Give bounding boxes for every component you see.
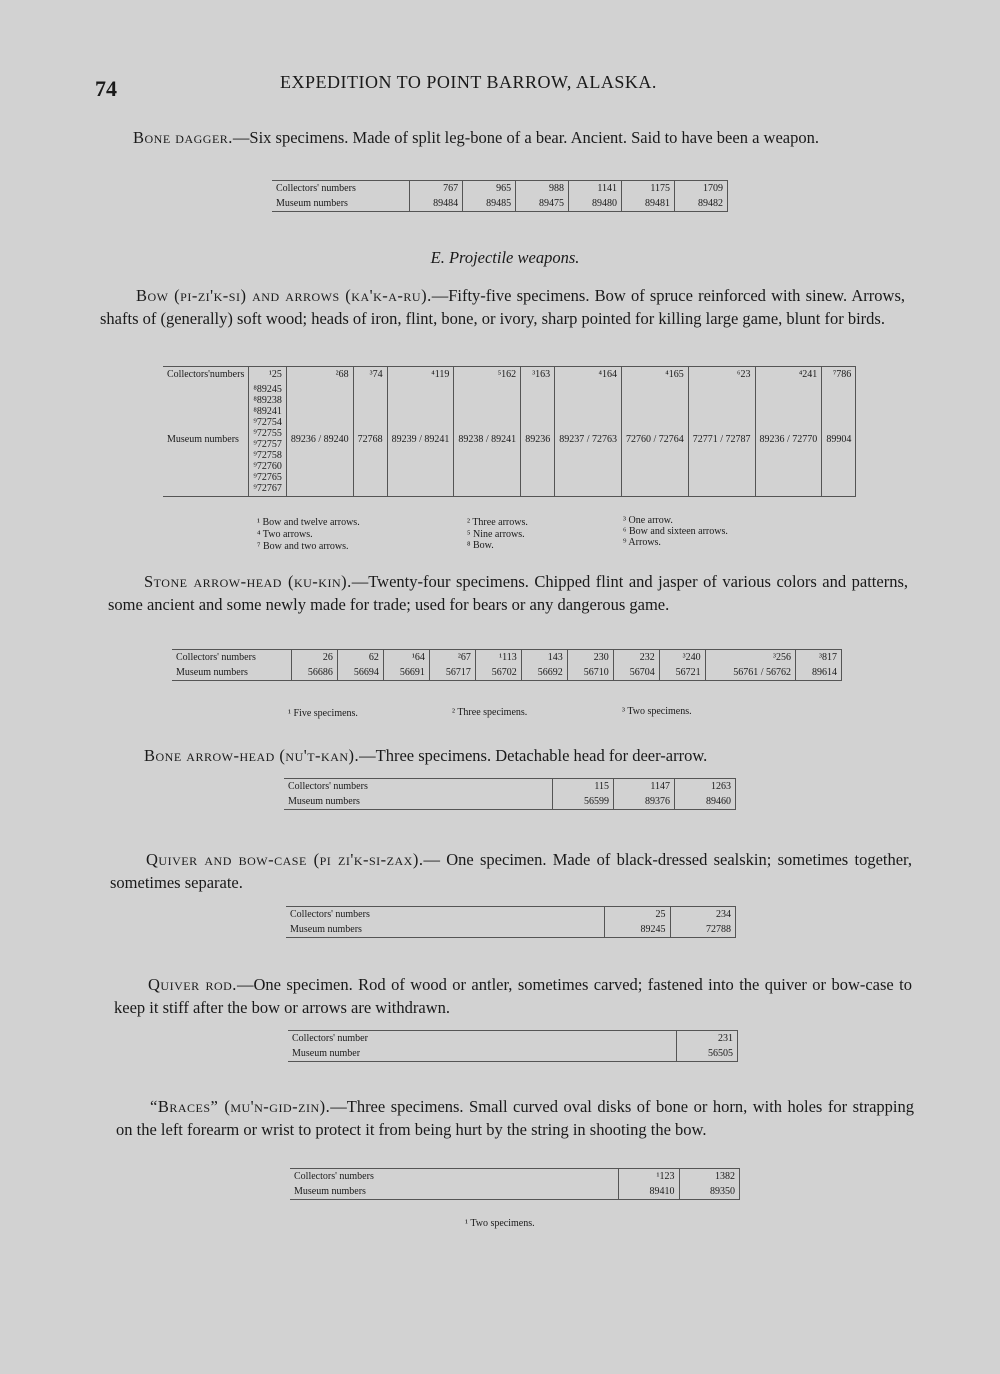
- table-row: [172, 650, 842, 666]
- table-cell: 56717: [429, 665, 475, 681]
- footnote: ⁴ Two arrows.: [257, 529, 313, 540]
- table-row: [286, 922, 736, 938]
- table-row: [288, 1046, 738, 1062]
- table-cell: 89484: [410, 196, 463, 212]
- table-cell: ²68: [286, 367, 353, 383]
- table-cell: 25: [605, 907, 671, 923]
- stack-value: ⁹72760: [253, 461, 282, 472]
- table-cell: 1147: [614, 779, 675, 795]
- quiver-table: [286, 906, 736, 938]
- stack-value: ⁸89245: [253, 384, 282, 395]
- row-label: Collectors' numbers: [294, 1171, 374, 1182]
- table-row: [172, 665, 842, 681]
- row-label: Collectors' numbers: [176, 652, 256, 663]
- table-cell: 89236: [521, 382, 555, 497]
- footnote: ⁶ Bow and sixteen arrows.: [623, 526, 728, 537]
- table-cell: ²67: [429, 650, 475, 666]
- table-cell: ⁴119: [387, 367, 454, 383]
- stack-value: ⁸89241: [253, 406, 282, 417]
- stack-value: ⁸89238: [253, 395, 282, 406]
- bone-arrow-paragraph: [110, 744, 910, 767]
- quiver-rod-heading: Quiver rod.: [148, 975, 237, 994]
- table-row: [286, 907, 736, 923]
- row-label: Museum numbers: [288, 796, 360, 807]
- table-cell: 89238 / 89241: [454, 382, 521, 497]
- table-cell: ³817: [795, 650, 841, 666]
- stone-arrow-table: [172, 649, 842, 681]
- table-cell: 1382: [679, 1169, 740, 1185]
- table-cell: ¹25: [249, 367, 287, 383]
- table-cell: 89410: [619, 1184, 680, 1200]
- stack-value: ⁹72755: [253, 428, 282, 439]
- table-cell: 767: [410, 181, 463, 197]
- footnote: ¹ Five specimens.: [288, 708, 358, 719]
- row-label: Museum numbers: [290, 924, 362, 935]
- footnote: ⁸ Bow.: [467, 540, 494, 551]
- row-label: Collectors' numbers: [288, 781, 368, 792]
- table-cell: 72788: [670, 922, 736, 938]
- row-label: Museum numbers: [276, 198, 348, 209]
- table-cell: 26: [291, 650, 337, 666]
- table-cell: 1709: [674, 181, 727, 197]
- table-cell: ⁴241: [755, 367, 822, 383]
- table-cell: 89614: [795, 665, 841, 681]
- footnote: ¹ Two specimens.: [465, 1218, 535, 1229]
- stone-arrow-paragraph: [108, 570, 908, 616]
- section-heading: E. Projectile weapons.: [430, 248, 580, 267]
- table-cell: 56692: [521, 665, 567, 681]
- stone-arrow-heading: Stone arrow-head (ku-kin).: [144, 572, 352, 591]
- table-cell: 89239 / 89241: [387, 382, 454, 497]
- footnote: ² Three specimens.: [452, 707, 528, 718]
- table-cell: 72768: [353, 382, 387, 497]
- table-row: [290, 1184, 740, 1200]
- quiver-rod-text: —One specimen. Rod of wood or antler, sometimes carved; fastened into the quiver or bow-case to keep it stiff after the bow or arrows are withdrawn.: [114, 975, 912, 1017]
- table-cell: 89350: [679, 1184, 740, 1200]
- table-cell: 89237 / 72763: [555, 382, 622, 497]
- footnote: ¹ Bow and twelve arrows.: [257, 517, 360, 528]
- table-cell: 988: [516, 181, 569, 197]
- table-cell: 89475: [516, 196, 569, 212]
- stack-value: ⁹72767: [253, 483, 282, 494]
- table-cell: 89376: [614, 794, 675, 810]
- table-cell: 89245: [605, 922, 671, 938]
- table-cell: 56710: [567, 665, 613, 681]
- table-row: [163, 382, 856, 497]
- stack-value: ⁹72758: [253, 450, 282, 461]
- table-cell: 56702: [475, 665, 521, 681]
- table-cell: ⁵162: [454, 367, 521, 383]
- stone-arrow-text: —Twenty-four specimens. Chipped flint and jasper of various colors and patterns, some ancient and some newly made for trade; used for bears or any dangerous game.: [108, 572, 908, 614]
- bone-arrow-heading: Bone arrow-head (nu't-kan).: [144, 746, 360, 765]
- table-cell: 89460: [675, 794, 736, 810]
- table-cell: 89236 / 89240: [286, 382, 353, 497]
- braces-table: [290, 1168, 740, 1200]
- bow-arrows-text: —Fifty-five specimens. Bow of spruce reinforced with sinew. Arrows, shafts of (generally) soft wood; heads of iron, flint, bone, or ivory, sharp pointed for killing large game, blunt for birds.: [100, 286, 905, 328]
- quiver-rod-table: [288, 1030, 738, 1062]
- braces-paragraph: [116, 1095, 914, 1141]
- table-cell: 231: [677, 1031, 738, 1047]
- table-cell: 89481: [622, 196, 675, 212]
- row-label: Collectors' numbers: [290, 909, 370, 920]
- braces-heading: “Braces” (mu'n-gid-zin).: [150, 1097, 331, 1116]
- museum-col1-cell: [249, 382, 287, 497]
- table-row: [284, 779, 736, 795]
- stack-value: ⁹72757: [253, 439, 282, 450]
- row-label: Collectors' numbers: [276, 183, 356, 194]
- bow-arrows-paragraph: [100, 284, 905, 330]
- running-title: EXPEDITION TO POINT BARROW, ALASKA.: [280, 72, 657, 92]
- table-cell: ³163: [521, 367, 555, 383]
- table-row: [284, 794, 736, 810]
- table-cell: 72771 / 72787: [688, 382, 755, 497]
- table-cell: 89904: [822, 382, 856, 497]
- footnote: ⁵ Nine arrows.: [467, 529, 525, 540]
- table-cell: 234: [670, 907, 736, 923]
- table-cell: 115: [553, 779, 614, 795]
- table-cell: 56704: [613, 665, 659, 681]
- footnote: ⁷ Bow and two arrows.: [257, 541, 349, 552]
- row-label: Museum number: [292, 1048, 361, 1059]
- bone-dagger-heading: Bone dagger.: [133, 128, 233, 147]
- table-cell: ³74: [353, 367, 387, 383]
- braces-text: —Three specimens. Small curved oval disks of bone or horn, with holes for strapping on the left forearm or wrist to protect it from being hurt by the string in shooting the bow.: [116, 1097, 914, 1139]
- table-cell: 230: [567, 650, 613, 666]
- table-cell: 56761 / 56762: [705, 665, 795, 681]
- table-cell: ¹113: [475, 650, 521, 666]
- quiver-paragraph: [110, 848, 912, 894]
- table-cell: ⁶23: [688, 367, 755, 383]
- quiver-heading: Quiver and bow-case (pi zi'k-si-zax).: [146, 850, 424, 869]
- table-cell: 89482: [674, 196, 727, 212]
- row-label: Museum numbers: [176, 667, 248, 678]
- table-cell: ³240: [659, 650, 705, 666]
- table-row: [272, 181, 728, 197]
- table-cell: 1263: [675, 779, 736, 795]
- table-row: [290, 1169, 740, 1185]
- footnote: ² Three arrows.: [467, 517, 528, 528]
- table-cell: 56691: [383, 665, 429, 681]
- table-cell: ¹64: [383, 650, 429, 666]
- table-row: [163, 367, 856, 383]
- table-cell: 56694: [337, 665, 383, 681]
- table-cell: 1175: [622, 181, 675, 197]
- footnote: ⁹ Arrows.: [623, 537, 661, 548]
- table-cell: 965: [463, 181, 516, 197]
- table-cell: 72760 / 72764: [621, 382, 688, 497]
- table-cell: ¹123: [619, 1169, 680, 1185]
- bone-arrow-table: [284, 778, 736, 810]
- row-label: Collectors' number: [292, 1033, 368, 1044]
- table-cell: ⁴164: [555, 367, 622, 383]
- table-cell: 89485: [463, 196, 516, 212]
- table-cell: 62: [337, 650, 383, 666]
- table-cell: ⁷786: [822, 367, 856, 383]
- table-cell: 56686: [291, 665, 337, 681]
- table-cell: 89480: [569, 196, 622, 212]
- table-cell: 89236 / 72770: [755, 382, 822, 497]
- stack-value: ⁹72754: [253, 417, 282, 428]
- row-label: Museum numbers: [294, 1186, 366, 1197]
- bow-arrows-table: [163, 366, 856, 497]
- page-number: 74: [95, 76, 117, 101]
- table-row: [272, 196, 728, 212]
- bow-arrows-heading: Bow (pi-zi'k-si) and arrows (ka'k-a-ru).: [136, 286, 432, 305]
- bone-arrow-text: —Three specimens. Detachable head for deer-arrow.: [359, 746, 708, 765]
- footnote: ³ One arrow.: [623, 515, 673, 526]
- table-cell: 56599: [553, 794, 614, 810]
- row-label: Collectors'numbers: [167, 369, 245, 380]
- table-cell: ⁴165: [621, 367, 688, 383]
- bone-dagger-text: —Six specimens. Made of split leg-bone of a bear. Ancient. Said to have been a weapon.: [232, 128, 819, 147]
- row-label: Museum numbers: [167, 433, 239, 445]
- table-cell: 232: [613, 650, 659, 666]
- bone-dagger-table: [272, 180, 728, 212]
- quiver-rod-paragraph: [114, 973, 912, 1019]
- quiver-text: — One specimen. Made of black-dressed sealskin; sometimes together, sometimes separate.: [110, 850, 913, 892]
- table-cell: 56721: [659, 665, 705, 681]
- table-cell: 143: [521, 650, 567, 666]
- table-row: [288, 1031, 738, 1047]
- stack-value: ⁹72765: [253, 472, 282, 483]
- footnote: ³ Two specimens.: [622, 706, 692, 717]
- table-cell: 56505: [677, 1046, 738, 1062]
- bone-dagger-paragraph: [97, 126, 907, 149]
- table-cell: 1141: [569, 181, 622, 197]
- table-cell: ³256: [705, 650, 795, 666]
